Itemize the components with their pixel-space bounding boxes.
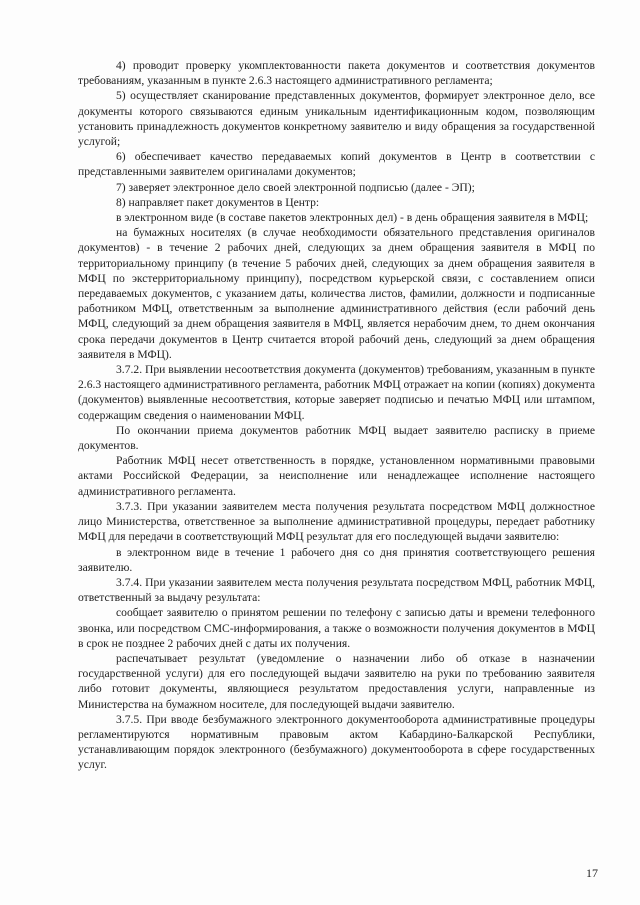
paragraph-3-7-4: 3.7.4. При указании заявителем места получения результата посредством МФЦ, работник МФЦ, ответственный за выдачу результата:	[78, 575, 595, 605]
paragraph-3-7-5: 3.7.5. При вводе безбумажного электронного документооборота административные процедуры регламентируются нормативным правовым актом Кабардино-Балкарской Республики, устанавливающим порядок электронного (безбумажного) документооборота в сфере государственных услуг.	[78, 712, 595, 772]
paragraph-electronic: в электронном виде (в составе пакетов электронных дел) - в день обращения заявителя в МФЦ;	[116, 211, 589, 225]
paragraph-item-7: 7) заверяет электронное дело своей электронной подписью (далее - ЭП);	[116, 180, 475, 194]
document-body	[78, 58, 595, 773]
paragraph-responsibility: Работник МФЦ несет ответственность в порядке, установленном нормативными правовыми актами Российской Федерации, за неисполнение или ненадлежащее исполнение настоящего административного регламента.	[78, 454, 595, 498]
paragraph-notify: сообщает заявителю о принятом решении по телефону с записью даты и времени телефонного звонка, или посредством СМС-информирования, а также о возможности получения документов в МФЦ в срок не позднее 2 рабочих дней с даты их получения.	[78, 606, 595, 650]
paragraph-3-7-3: 3.7.3. При указании заявителем места получения результата посредством МФЦ должностное лицо Министерства, ответственное за выполнение административной процедуры, передает работнику МФЦ для передачи в соответствующий МФЦ результат для его последующей выдачи заявителю:	[78, 499, 595, 544]
paragraph-item-4: 4) проводит проверку укомплектованности пакета документов и соответствия документов требованиям, указанным в пункте 2.6.3 настоящего административного регламента;	[78, 59, 595, 88]
paragraph-electronic-1-day: в электронном виде в течение 1 рабочего дня со дня принятия соответствующего решения заявителю.	[78, 545, 595, 574]
paragraph-item-5: 5) осуществляет сканирование представленных документов, формирует электронное дело, все документы которого связываются единым уникальным идентификационным кодом, позволяющим установить принадлежность документов конкретному заявителю и виду обращения за государственной услугой;	[78, 89, 595, 149]
paragraph-paper: на бумажных носителях (в случае необходимости обязательного представления оригиналов документов) - в течение 2 рабочих дней, следующих за днем обращения заявителя в МФЦ по территориальному принципу (в течение 5 рабочих дней, следующих за днем обращения заявителя в МФЦ по экстерриториальному принципу), посредством курьерской связи, с составлением описи передаваемых документов, с указанием даты, количества листов, фамилии, должности и подписанные работником МФЦ, ответственным за выполнение административного действия (если рабочий день МФЦ, следующий за днем обращения заявителя в МФЦ, является нерабочим днем, то днем окончания срока передачи документов в Центр считается второй рабочий день, следующий за днем обращения заявителя в МФЦ).	[78, 226, 595, 361]
paragraph-receipt: По окончании приема документов работник МФЦ выдает заявителю расписку в приеме документов.	[78, 423, 595, 453]
page-number: 17	[586, 866, 598, 880]
paragraph-item-8: 8) направляет пакет документов в Центр:	[116, 195, 320, 209]
paragraph-3-7-2: 3.7.2. При выявлении несоответствия документа (документов) требованиям, указанным в пункте 2.6.3 настоящего административного регламента, работник МФЦ отражает на копии (копиях) документа (документов) выявленные несоответствия, которые заверяет подписью и печатью МФЦ или штампом, содержащим сведения о наименовании МФЦ.	[78, 363, 596, 422]
paragraph-print-result: распечатывает результат (уведомление о назначении либо об отказе в назначении государственной услуги) для его последующей выдачи заявителю на руки по требованию заявителя либо готовит документы, являющиеся результатом предоставления услуги, направленные из Министерства на бумажном носителе, для последующей выдачи заявителю.	[78, 651, 595, 711]
paragraph-item-6: 6) обеспечивает качество передаваемых копий документов в Центр в соответствии с представленными заявителем оригиналами документов;	[78, 150, 595, 179]
